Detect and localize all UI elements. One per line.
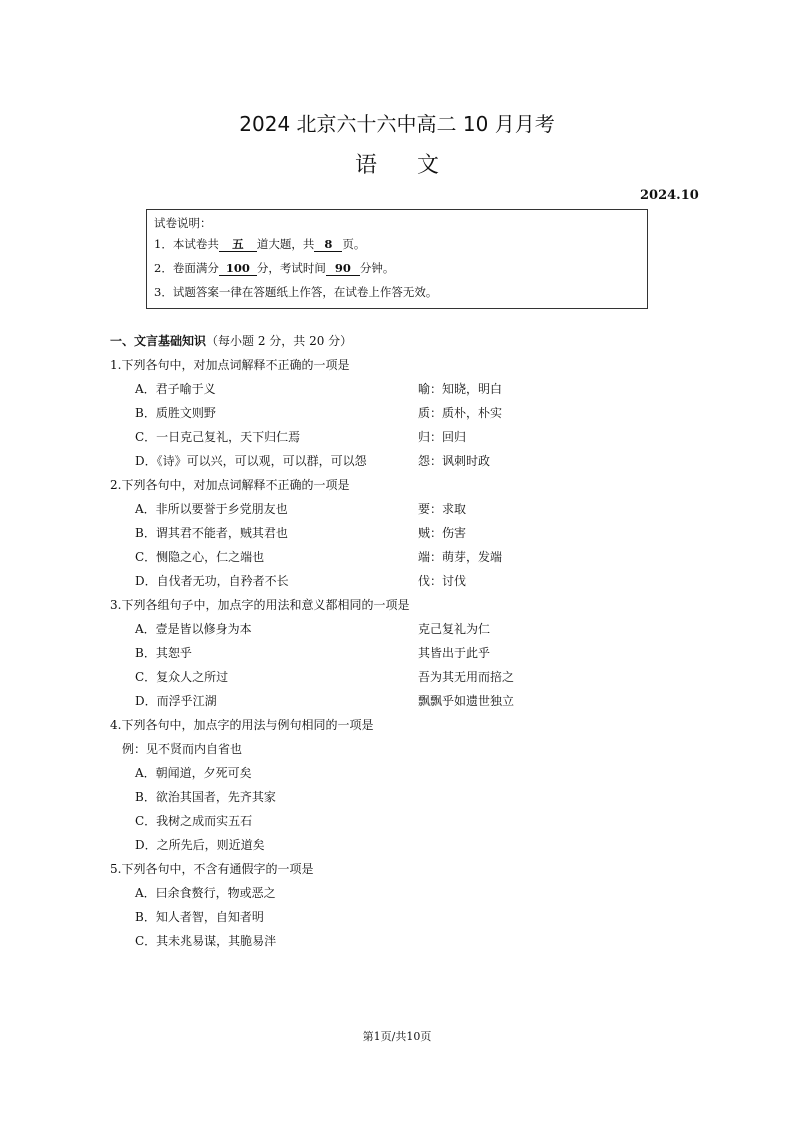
question-2-option-c-gloss: 端：萌芽，发端 [418,550,503,564]
question-2-option-d: D．自伐者无功，自矜者不长 [135,574,289,588]
page-title: 2024 北京六十六中高二 10 月月考 [239,112,555,136]
question-4-example: 例：见不贤而内自省也 [122,742,243,756]
question-3-option-c-pair: 吾为其无用而掊之 [418,670,515,684]
question-2-option-b: B．谓其君不能者，贼其君也 [135,526,288,540]
instructions-box [146,209,648,309]
page-footer: 第1页/共10页 [362,1030,432,1043]
instructions-line-1: 1．本试卷共 五 道大题，共 8 页。 [154,237,366,251]
question-2-option-b-gloss: 贼：伤害 [418,526,467,540]
question-count-value: 五 [219,237,257,252]
question-3-option-a-pair: 克己复礼为仁 [418,622,491,636]
question-2-option-a-gloss: 要：求取 [418,502,467,516]
question-5-stem: 5.下列各句中，不含有通假字的一项是 [110,862,314,876]
question-1-option-b: B．质胜文则野 [135,406,216,420]
question-3-option-b-pair: 其皆出于此乎 [418,646,491,660]
question-2-stem: 2.下列各句中，对加点词解释不正确的一项是 [110,478,350,492]
question-1-stem: 1.下列各句中，对加点词解释不正确的一项是 [110,358,350,372]
question-5-option-c: C．其未兆易谋，其脆易泮 [135,934,277,948]
instructions-heading: 试卷说明： [154,216,212,230]
question-3-option-d: D．而浮乎江湖 [135,694,217,708]
question-1-option-a-gloss: 喻：知晓，明白 [418,382,503,396]
question-2-option-c: C．恻隐之心，仁之端也 [135,550,265,564]
section-heading: 一、文言基础知识（每小题 2 分，共 20 分） [110,334,353,348]
question-4-option-a: A．朝闻道，夕死可矣 [135,766,252,780]
question-4-stem: 4.下列各句中，加点字的用法与例句相同的一项是 [110,718,374,732]
instructions-line-3: 3．试题答案一律在答题纸上作答，在试卷上作答无效。 [154,285,438,299]
question-4-option-c: C．我树之成而实五石 [135,814,253,828]
question-1-option-d-gloss: 怨：讽刺时政 [418,454,491,468]
question-1-option-a: A．君子喻于义 [135,382,216,396]
question-1-option-d: D．《诗》可以兴，可以观，可以群，可以怨 [135,454,367,468]
question-5-option-a: A．曰余食赘行，物或恶之 [135,886,276,900]
question-4-option-b: B．欲治其国者，先齐其家 [135,790,276,804]
question-1-option-c: C．一日克己复礼，天下归仁焉 [135,430,301,444]
question-1-option-b-gloss: 质：质朴，朴实 [418,406,503,420]
subject-heading: 语文 [354,153,479,178]
question-3-option-a: A．壹是皆以修身为本 [135,622,252,636]
question-4-option-d: D．之所先后，则近道矣 [135,838,265,852]
question-1-option-c-gloss: 归：回归 [418,430,467,444]
question-2-option-a: A．非所以要誉于乡党朋友也 [135,502,288,516]
instructions-line-2: 2．卷面满分 100 分，考试时间 90 分钟。 [154,261,395,275]
question-3-option-b: B．其恕乎 [135,646,192,660]
exam-time-value: 90 [326,261,360,276]
question-5-option-b: B．知人者智，自知者明 [135,910,264,924]
question-3-option-c: C．复众人之所过 [135,670,229,684]
exam-date: 2024.10 [640,188,699,203]
question-2-option-d-gloss: 伐：讨伐 [418,574,467,588]
full-score-value: 100 [219,261,257,276]
question-3-stem: 3.下列各组句子中，加点字的用法和意义都相同的一项是 [110,598,410,612]
question-3-option-d-pair: 飘飘乎如遗世独立 [418,694,515,708]
page-count-value: 8 [314,237,342,252]
